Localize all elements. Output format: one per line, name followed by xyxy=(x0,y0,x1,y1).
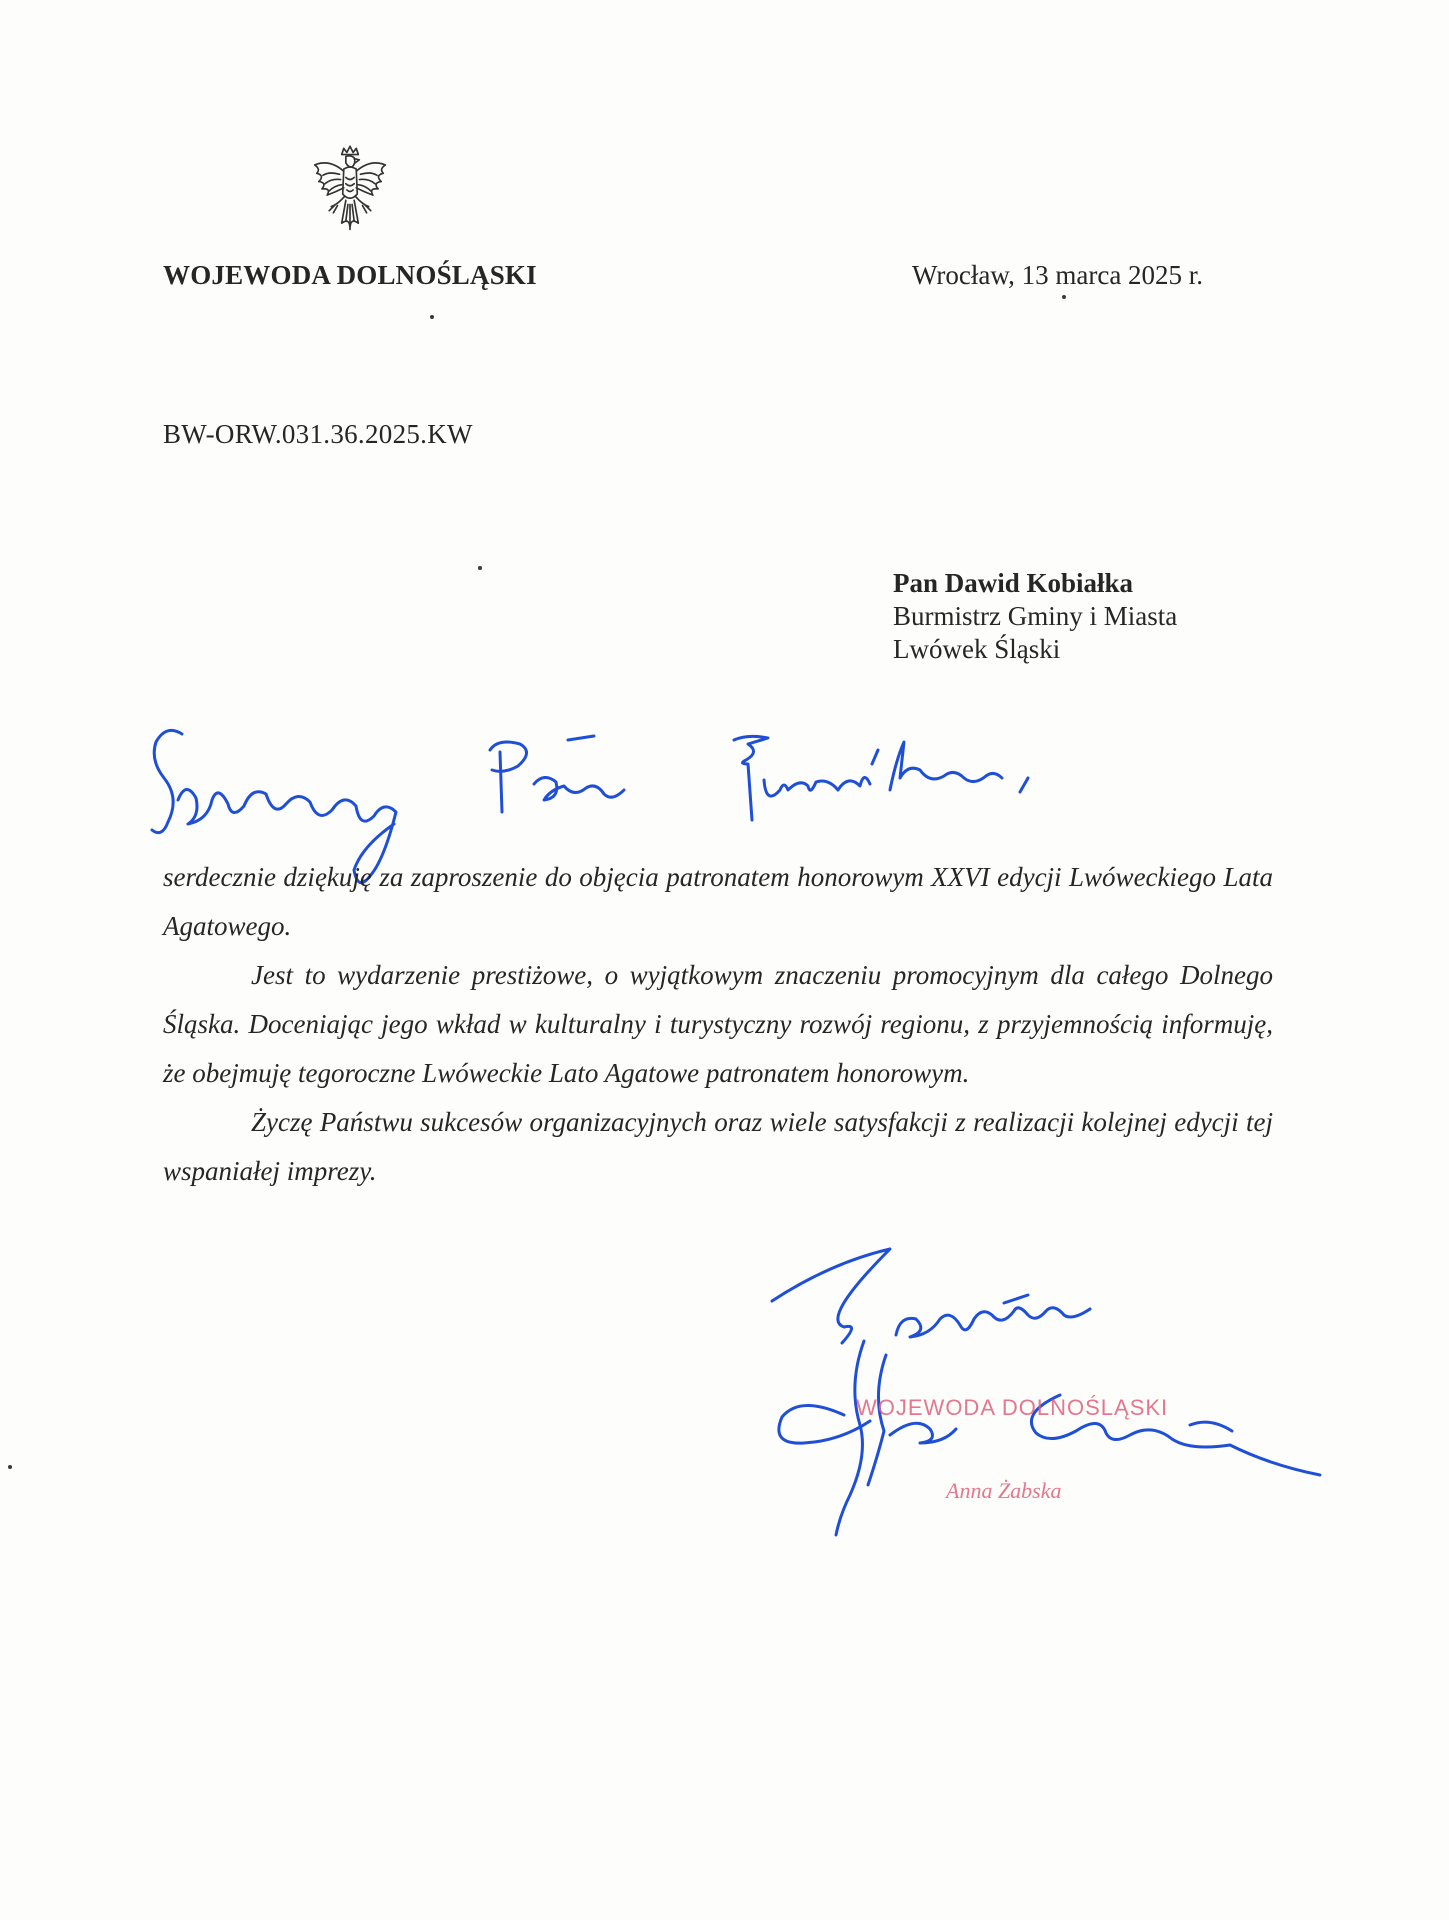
addressee-title: Burmistrz Gminy i Miasta xyxy=(893,601,1178,631)
body-paragraph-3: Życzę Państwu sukcesów organizacyjnych oraz wiele satysfakcji z realizacji kolejnej edycji tej wspaniałej imprezy. xyxy=(163,1107,1273,1186)
stamp-title: WOJEWODA DOLNOŚLĄSKI xyxy=(856,1395,1169,1420)
letter-date: Wrocław, 13 marca 2025 r. xyxy=(912,260,1204,290)
polish-eagle-icon xyxy=(298,140,402,244)
addressee-place: Lwówek Śląski xyxy=(893,634,1061,664)
addressee-name: Pan Dawid Kobiałka xyxy=(893,568,1134,598)
body-paragraph-2: Jest to wydarzenie prestiżowe, o wyjątkowym znaczeniu promocyjnym dla całego Dolnego Śląska. Doceniając jego wkład w kulturalny i turystyczny rozwój regionu, z przyjemnością informuję, że obejmuję tegoroczne Lwóweckie Lato Agatowe patronatem honorowym. xyxy=(163,960,1273,1088)
letter-body xyxy=(163,853,1273,1196)
scan-speck xyxy=(8,1465,12,1469)
scan-speck xyxy=(430,315,434,319)
body-paragraph-1: serdecznie dziękuję za zaproszenie do objęcia patronatem honorowym XXVI edycji Lwóweckiego Lata Agatowego. xyxy=(163,862,1273,941)
office-heading: WOJEWODA DOLNOŚLĄSKI xyxy=(163,260,537,290)
addressee-block xyxy=(893,567,1177,666)
scan-speck xyxy=(1062,295,1066,299)
scan-speck xyxy=(478,566,482,570)
reference-number: BW-ORW.031.36.2025.KW xyxy=(163,419,473,449)
stamp-name: Anna Żabska xyxy=(946,1478,1062,1503)
